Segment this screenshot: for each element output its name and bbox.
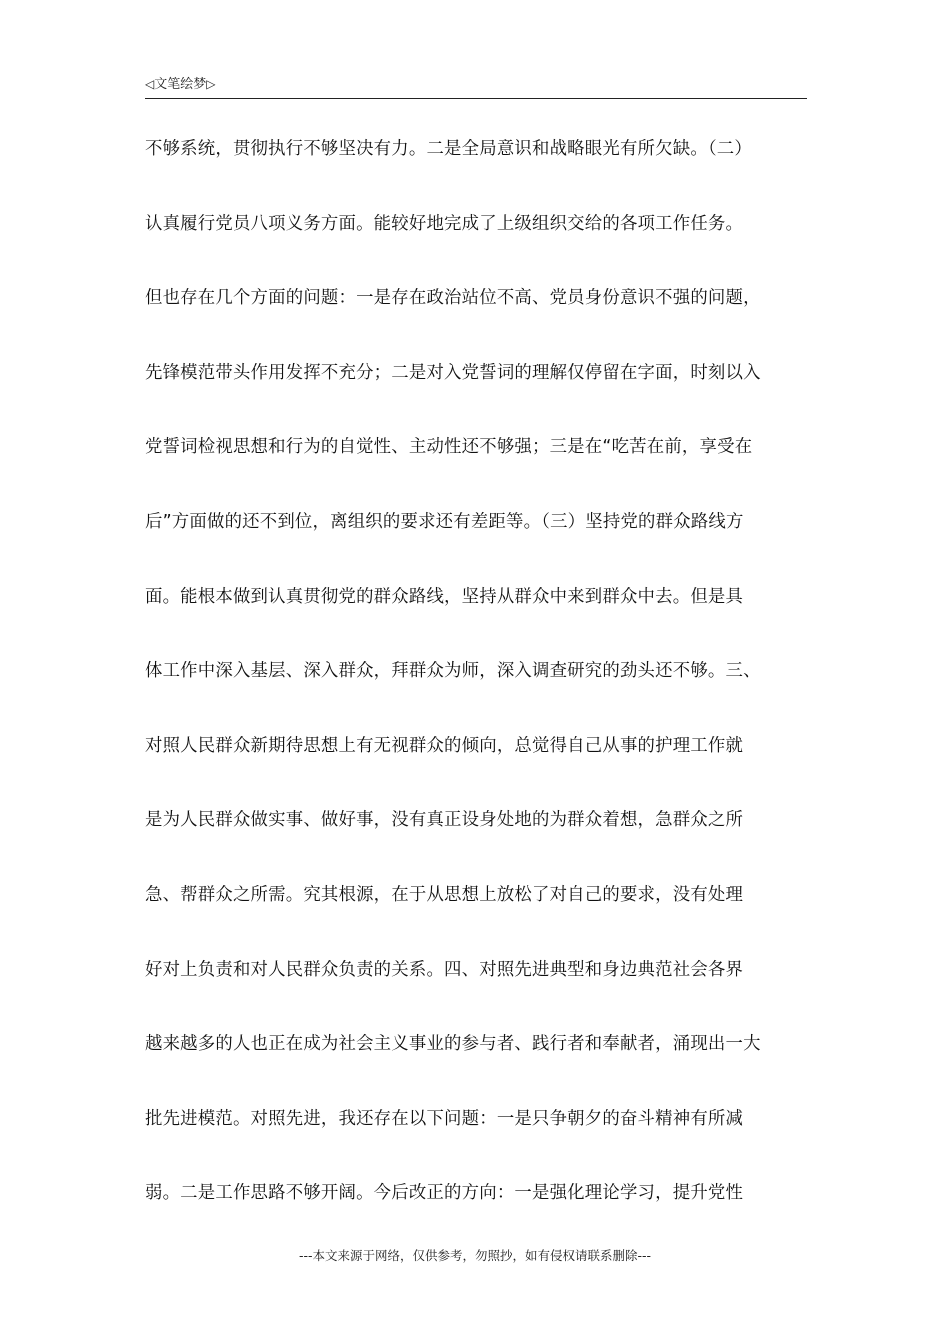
text-line: 急、帮群众之所需。究其根源，在于从思想上放松了对自己的要求，没有处理 <box>145 884 744 905</box>
text-line: 弱。二是工作思路不够开阔。今后改正的方向：一是强化理论学习，提升党性 <box>145 1183 744 1204</box>
text-line: 先锋模范带头作用发挥不充分；二是对入党誓词的理解仅停留在字面，时刻以入 <box>145 362 761 383</box>
text-line: 体工作中深入基层、深入群众，拜群众为师，深入调查研究的劲头还不够。三、 <box>145 661 761 682</box>
page-footer: ---本文来源于网络，仅供参考，勿照抄，如有侵权请联系删除--- <box>298 1248 652 1263</box>
text-line: 认真履行党员八项义务方面。能较好地完成了上级组织交给的各项工作任务。 <box>145 213 744 234</box>
text-line: 但也存在几个方面的问题：一是存在政治站位不高、党员身份意识不强的问题， <box>145 288 761 309</box>
text-line: 批先进模范。对照先进，我还存在以下问题：一是只争朝夕的奋斗精神有所减 <box>145 1108 744 1129</box>
right-triangle-icon: ▷ <box>206 77 216 91</box>
text-line: 是为人民群众做实事、做好事，没有真正设身处地的为群众着想，急群众之所 <box>145 810 744 831</box>
text-line: 对照人民群众新期待思想上有无视群众的倾向，总觉得自己从事的护理工作就 <box>145 735 744 756</box>
document-body <box>145 130 825 1249</box>
text-line: 党誓词检视思想和行为的自觉性、主动性还不够强；三是在“吃苦在前，享受在 <box>145 437 753 458</box>
text-line: 不够系统，贯彻执行不够坚决有力。二是全局意识和战略眼光有所欠缺。（二） <box>145 139 752 159</box>
left-triangle-icon: ◁ <box>145 77 155 91</box>
text-line: 面。能根本做到认真贯彻党的群众路线，坚持从群众中来到群众中去。但是具 <box>145 586 744 607</box>
page-header <box>145 74 807 99</box>
text-line: 好对上负责和对人民群众负责的关系。四、对照先进典型和身边典范社会各界 <box>145 959 744 980</box>
header-title: 文笔绘梦 <box>154 77 207 92</box>
text-line: 越来越多的人也正在成为社会主义事业的参与者、践行者和奉献者，涌现出一大 <box>145 1034 761 1055</box>
text-line: 后”方面做的还不到位，离组织的要求还有差距等。（三）坚持党的群众路线方 <box>145 511 744 532</box>
